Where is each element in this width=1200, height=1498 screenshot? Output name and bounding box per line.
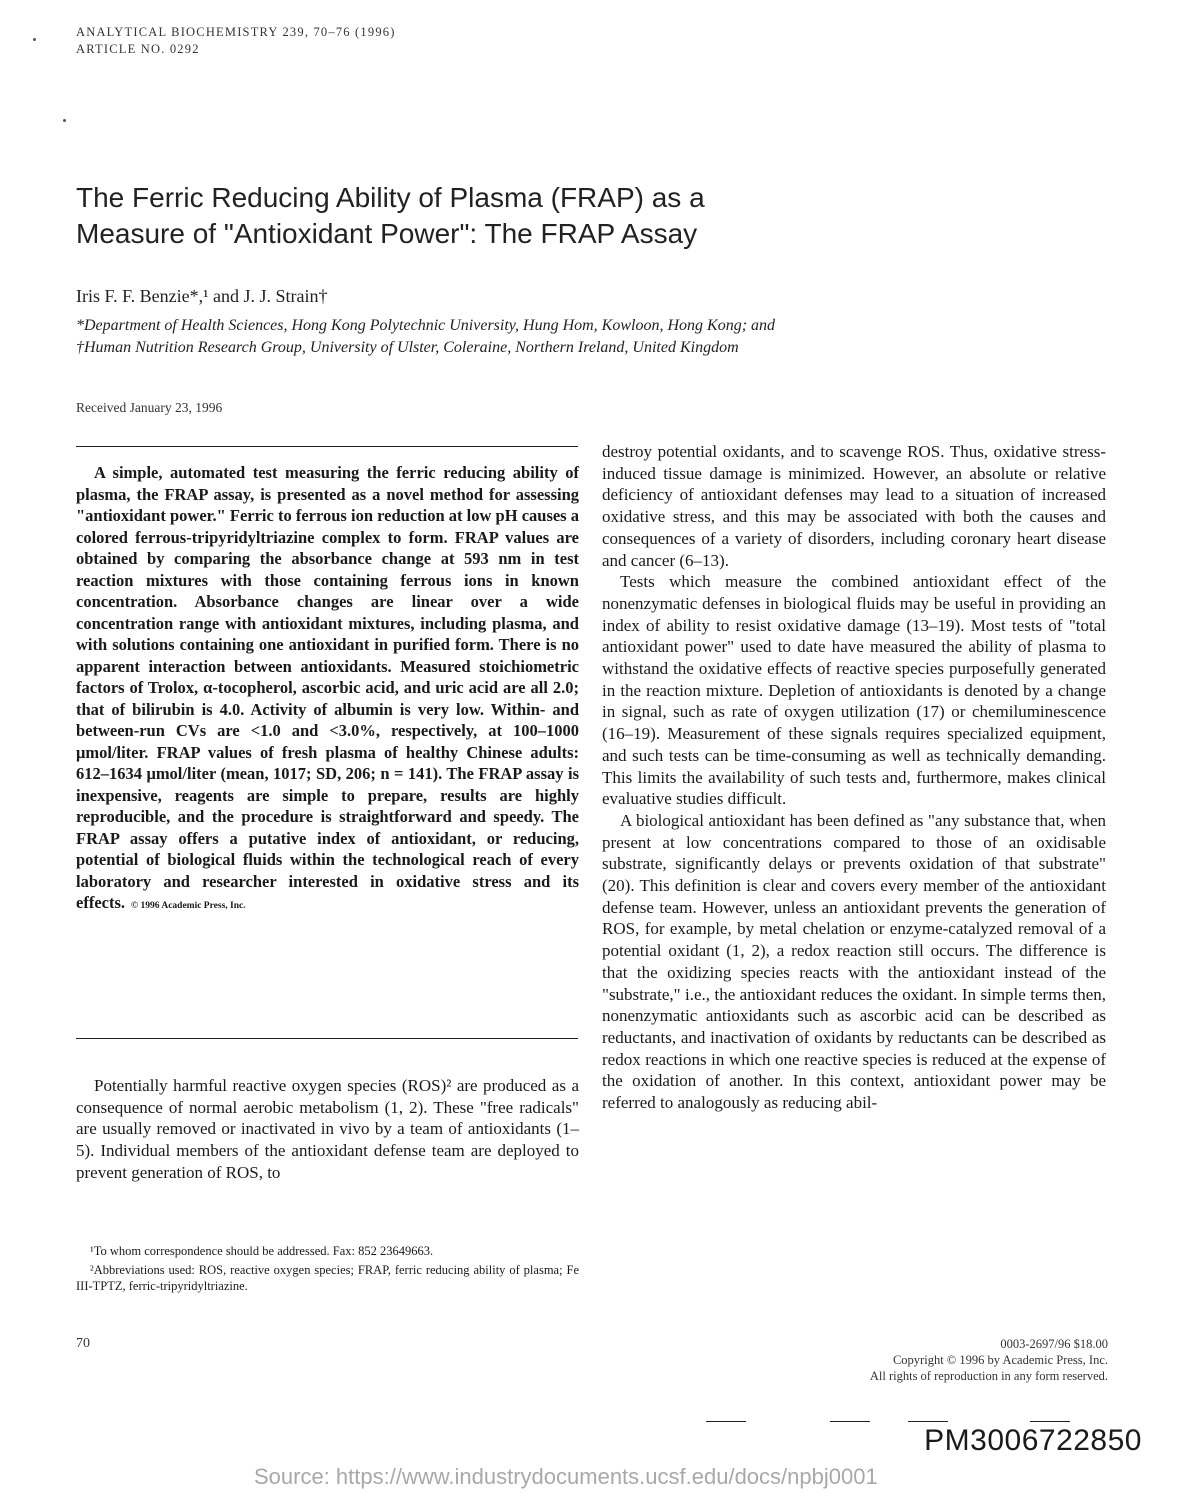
article-number: ARTICLE NO. 0292: [76, 42, 200, 56]
received-date: Received January 23, 1996: [76, 400, 223, 415]
abstract-copyright: © 1996 Academic Press, Inc.: [131, 901, 246, 911]
title-line-2: Measure of "Antioxidant Power": The FRAP Assay: [76, 218, 698, 249]
left-column-body: [76, 1075, 579, 1184]
copyright-line: Copyright © 1996 by Academic Press, Inc.: [892, 1353, 1108, 1367]
copyright-block: [870, 1336, 1108, 1384]
footnotes: [76, 1243, 579, 1297]
abstract: [76, 462, 579, 918]
source-url: Source: https://www.industrydocuments.ucsf.edu/docs/npbj0001: [254, 1464, 878, 1489]
abstract-text: A simple, automated test measuring the ferric reducing ability of plasma, the FRAP assay, is presented as a novel method for assessing "antioxidant power." Ferric to ferrous ion reduction at low pH causes a colored ferrous-tripyridyltriazine complex to form. FRAP values are obtained by comparing the absorbance change at 593 nm in test reaction mixtures with those containing ferrous ions in known concentration. Absorbance changes are linear over a wide concentration range with antioxidant mixtures, including plasma, and with solutions containing one antioxidant in purified form. There is no apparent interaction between antioxidants. Measured stoichiometric factors of Trolox, α-tocopherol, ascorbic acid, and uric acid are all 2.0; that of bilirubin is 4.0. Activity of albumin is very low. Within- and between-run CVs are <1.0 and <3.0%, respectively, at 100–1000 μmol/liter. FRAP values of fresh plasma of healthy Chinese adults: 612–1634 μmol/liter (mean, 1017; SD, 206; n = 141). The FRAP assay is inexpensive, reagents are simple to prepare, results are highly reproducible, and the procedure is straightforward and speedy. The FRAP assay offers a putative index of antioxidant, or reducing, potential of biological fluids within the technological reach of every laboratory and researcher interested in oxidative stress and its effects.: [76, 463, 579, 912]
title-line-1: The Ferric Reducing Ability of Plasma (FRAP) as a: [76, 182, 705, 213]
body-paragraph: A biological antioxidant has been defined as "any substance that, when present at low concentrations compared to those of an oxidisable substrate, significantly delays or prevents oxidation of that substrate" (20). This definition is clear and covers every member of the antioxidant defense team. However, unless an antioxidant prevents the generation of ROS, for example, by metal chelation or enzyme-catalyzed removal of a potential oxidant (1, 2), a redox reaction still occurs. The difference is that the oxidizing species reacts with the antioxidant instead of the "substrate," i.e., the antioxidant reduces the oxidant. In simple terms then, nonenzymatic antioxidants such as ascorbic acid can be described as reductants, and inactivation of oxidants by reductants can be described as redox reactions in which one reactive species is reduced at the expense of the oxidation of another. In this context, antioxidant power may be referred to analogously as reducing abil-: [602, 810, 1106, 1113]
stamp-dash: [908, 1421, 948, 1422]
body-paragraph: Tests which measure the combined antioxidant effect of the nonenzymatic defenses in biological fluids may be useful in providing an index of ability to resist oxidative damage (13–19). Most tests of "total antioxidant power" used to date have measured the ability of plasma to withstand the oxidative effects of reactive species purposefully generated in the reaction mixture. Depletion of antioxidants is denoted by a change in signal, such as rate of oxygen utilization (17) or chemiluminescence (16–19). Measurement of these signals requires specialized equipment, and such tests can be time-consuming as well as technically demanding. This limits the availability of such tests and, furthermore, makes clinical evaluative studies difficult.: [602, 572, 1106, 809]
scan-speck: [63, 119, 66, 122]
journal-header: [76, 24, 396, 58]
right-column-body: [602, 441, 1106, 1114]
paper-title: [76, 180, 1126, 252]
affiliations: [76, 315, 1136, 359]
rights-line: All rights of reproduction in any form reserved.: [869, 1369, 1108, 1383]
price-code: 0003-2697/96 $18.00: [1000, 1337, 1108, 1351]
footnote-2: ²Abbreviations used: ROS, reactive oxygen species; FRAP, ferric reducing ability of plasma; Fe III-TPTZ, ferric-tripyridyltriazine.: [76, 1263, 579, 1293]
page-number: 70: [76, 1336, 90, 1351]
affiliation-1: *Department of Health Sciences, Hong Kong Polytechnic University, Hung Hom, Kowloon, Hong Kong; and: [76, 317, 776, 334]
affiliation-2: †Human Nutrition Research Group, University of Ulster, Coleraine, Northern Ireland, United Kingdom: [76, 339, 739, 356]
body-paragraph: destroy potential oxidants, and to scavenge ROS. Thus, oxidative stress-induced tissue damage is minimized. However, an absolute or relative deficiency of antioxidant defenses may lead to a situation of increased oxidative stress, and this may be associated with both the causes and consequences of a variety of disorders, including coronary heart disease and cancer (6–13).: [602, 442, 1106, 570]
stamp-dash: [706, 1421, 746, 1422]
body-paragraph: Potentially harmful reactive oxygen species (ROS)² are produced as a consequence of normal aerobic metabolism (1, 2). These "free radicals" are usually removed or inactivated in vivo by a team of antioxidants (1–5). Individual members of the antioxidant defense team are deployed to prevent generation of ROS, to: [76, 1076, 579, 1182]
journal-citation: ANALYTICAL BIOCHEMISTRY 239, 70–76 (1996): [76, 25, 396, 39]
authors: Iris F. F. Benzie*,¹ and J. J. Strain†: [76, 286, 328, 306]
scan-speck: [33, 38, 36, 41]
stamp-dash: [1030, 1421, 1070, 1422]
abstract-top-rule: [76, 446, 578, 447]
document-id: PM3006722850: [924, 1424, 1142, 1457]
footnote-1: ¹To whom correspondence should be addressed. Fax: 852 23649663.: [90, 1244, 434, 1258]
abstract-bottom-rule: [76, 1038, 578, 1039]
stamp-dash: [830, 1421, 870, 1422]
